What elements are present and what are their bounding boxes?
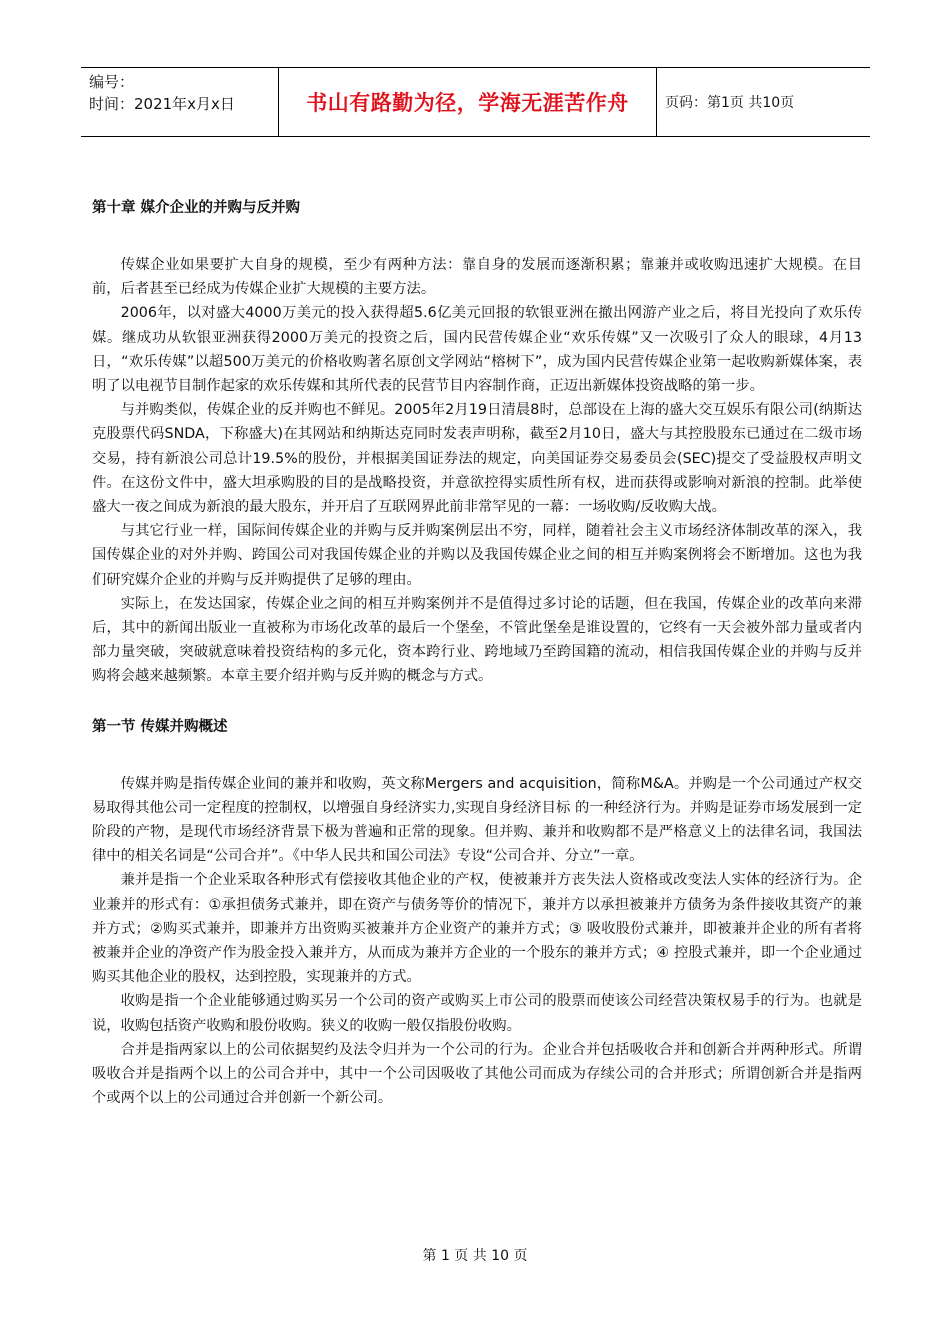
document-body bbox=[92, 196, 862, 1111]
page-footer: 第 1 页 共 10 页 bbox=[422, 1248, 528, 1264]
page-header bbox=[81, 67, 870, 137]
header-motto-cell bbox=[279, 68, 657, 136]
paragraph: 合并是指两家以上的公司依据契约及法令归并为一个公司的行为。企业合并包括吸收合并和创新合并两种形式。所谓吸收合并是指两个以上的公司合并中，其中一个公司因吸收了其他公司而成为存续公司的合并形式；所谓创新合并是指两个或两个以上的公司通过合并创新一个新公司。 bbox=[92, 1041, 862, 1107]
paragraph: 与其它行业一样，国际间传媒企业的并购与反并购案例层出不穷，同样，随着社会主义市场经济体制改革的深入，我国传媒企业的对外并购、跨国公司对我国传媒企业的并购以及我国传媒企业之间的相互并购案例将会不断增加。这也为我们研究媒介企业的并购与反并购提供了足够的理由。 bbox=[92, 523, 862, 588]
page-label: 页码：第1页 共10页 bbox=[665, 95, 795, 111]
paragraph: 2006年，以对盛大4000万美元的投入获得超5.6亿美元回报的软银亚洲在撤出网游产业之后，将目光投向了欢乐传媒。继成功从软银亚洲获得2000万美元的投资之后，国内民营传媒企业“欢乐传媒”又一次吸引了众人的眼球，4月13日，“欢乐传媒”以超500万美元的价格收购著名原创文学网站“榕树下”，成为国内民营传媒企业第一起收购新媒体案，表明了以电视节目制作起家的欢乐传媒和其所代表的民营节目内容制作商，正迈出新媒体投资战略的第一步。 bbox=[92, 305, 862, 395]
paragraph: 传媒企业如果要扩大自身的规模，至少有两种方法：靠自身的发展而逐渐积累；靠兼并或收购迅速扩大规模。在目前，后者甚至已经成为传媒企业扩大规模的主要方法。 bbox=[92, 257, 862, 298]
paragraph: 收购是指一个企业能够通过购买另一个公司的资产或购买上市公司的股票而使该公司经营决策权易手的行为。也就是说，收购包括资产收购和股份收购。狭义的收购一般仅指股份收购。 bbox=[92, 993, 862, 1034]
paragraph: 传媒并购是指传媒企业间的兼并和收购，英文称Mergers and acquisition，简称M&A。并购是一个公司通过产权交易取得其他公司一定程度的控制权，以增强自身经济实力,实现自身经济目标 的一种经济行为。并购是证券市场发展到一定阶段的产物，是现代市场经济背景下极为普遍和正常的现象。但并购、兼并和收购都不是严格意义上的法律名词，我国法律中的相关名词是“公司合并”。《中华人民共和国公司法》专设“公司合并、分立”一章。 bbox=[92, 775, 862, 865]
section-title: 第一节 传媒并购概述 bbox=[92, 718, 228, 735]
header-page-cell bbox=[657, 68, 870, 136]
header-meta bbox=[81, 68, 279, 136]
paragraph: 与并购类似，传媒企业的反并购也不鲜见。2005年2月19日清晨8时，总部设在上海的盛大交互娱乐有限公司(纳斯达克股票代码SNDA，下称盛大)在其网站和纳斯达克同时发表声明称，截至2月10日，盛大与其控股股东已通过在二级市场交易，持有新浪公司总计19.5%的股份，并根据美国证券法的规定，向美国证券交易委员会(SEC)提交了受益股权声明文件。在这份文件中，盛大坦承购股的目的是战略投资，并意欲控得实质性所有权，进而获得或影响对新浪的控制。此举使盛大一夜之间成为新浪的最大股东，并开启了互联网界此前非常罕见的一幕：一场收购/反收购大战。 bbox=[92, 402, 862, 516]
paragraph: 兼并是指一个企业采取各种形式有偿接收其他企业的产权，使被兼并方丧失法人资格或改变法人实体的经济行为。企业兼并的形式有：①承担债务式兼并，即在资产与债务等价的情况下，兼并方以承担被兼并方债务为条件接收其资产的兼并方式；②购买式兼并，即兼并方出资购买被兼并方企业资产的兼并方式；③ 吸收股份式兼并，即被兼并企业的所有者将被兼并企业的净资产作为股金投入兼并方，从而成为兼并方企业的一个股东的兼并方式；④ 控股式兼并，即一个企业通过购买其他企业的股权，达到控股，实现兼并的方式。 bbox=[92, 872, 862, 986]
date-label: 时间：2021年x月x日 bbox=[89, 95, 235, 113]
motto: 书山有路勤为径，学海无涯苦作舟 bbox=[306, 91, 629, 115]
number-label: 编号： bbox=[89, 73, 135, 91]
paragraph: 实际上，在发达国家，传媒企业之间的相互并购案例并不是值得过多讨论的话题，但在我国，传媒企业的改革向来滞后，其中的新闻出版业一直被称为市场化改革的最后一个堡垒，不管此堡垒是谁设置的，它终有一天会被外部力量或者内部力量突破，突破就意味着投资结构的多元化，资本跨行业、跨地域乃至跨国籍的流动，相信我国传媒企业的并购与反并购将会越来越频繁。本章主要介绍并购与反并购的概念与方式。 bbox=[92, 595, 862, 685]
chapter-title: 第十章 媒介企业的并购与反并购 bbox=[92, 200, 301, 216]
